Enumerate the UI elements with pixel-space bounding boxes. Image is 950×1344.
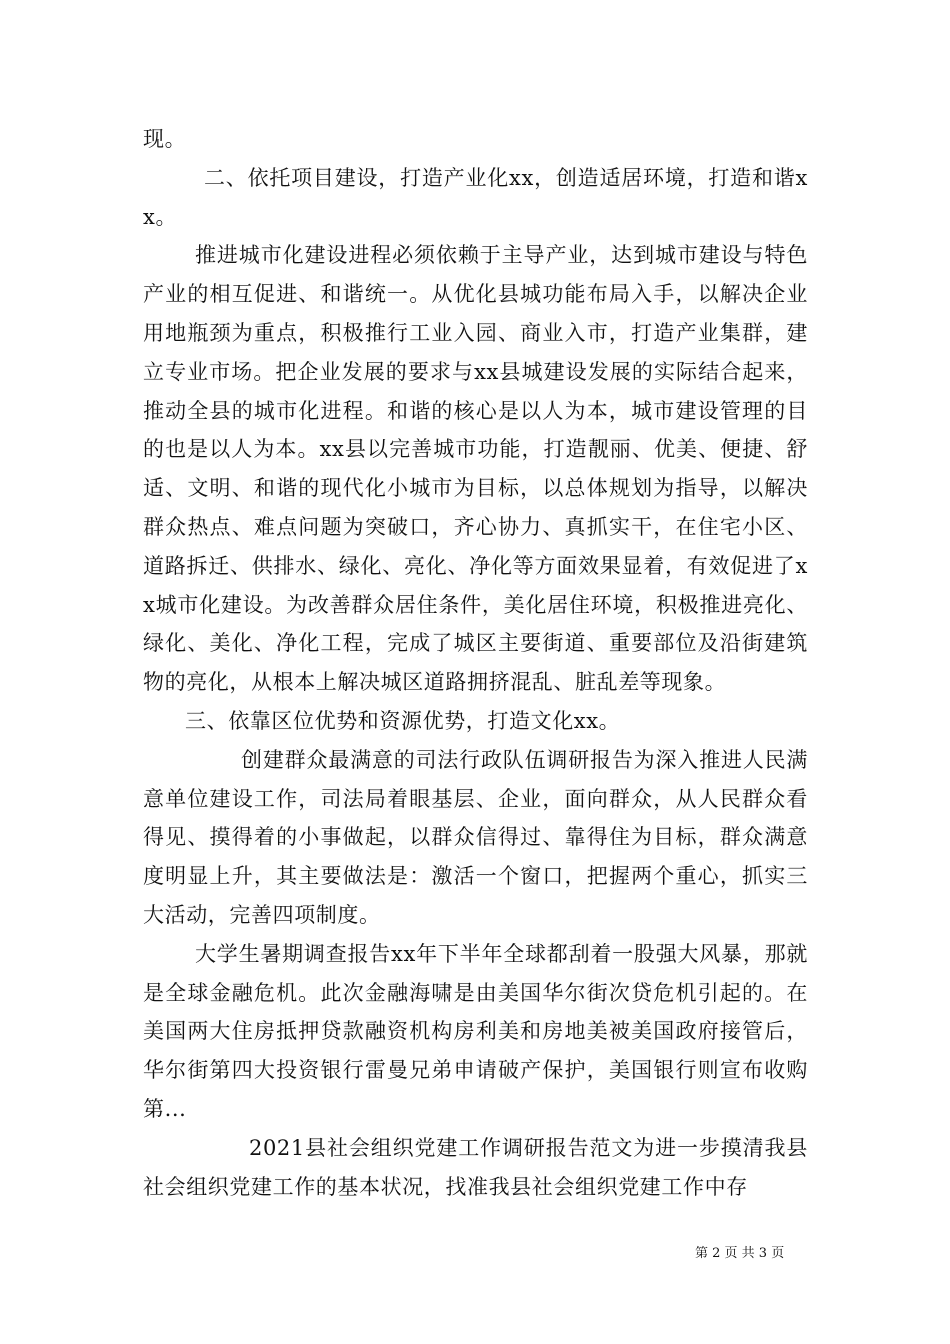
paragraph-urbanization: 推进城市化建设进程必须依赖于主导产业，达到城市建设与特色产业的相互促进、和谐统一。从优化县城功能布局入手，以解决企业用地瓶颈为重点，积极推行工业入园、商业入市，打造产业集群，建立专业市场。把企业发展的要求与xx县城建设发展的实际结合起来，推动全县的城市化进程。和谐的核心是以人为本，城市建设管理的目的也是以人为本。xx县以完善城市功能，打造靓丽、优美、便捷、舒适、文明、和谐的现代化小城市为目标，以总体规划为指导，以解决群众热点、难点问题为突破口，齐心协力、真抓实干，在住宅小区、道路拆迁、供排水、绿化、亮化、净化等方面效果显着，有效促进了xx城市化建设。为改善群众居住条件，美化居住环境，积极推进亮化、绿化、美化、净化工程，完成了城区主要街道、重要部位及沿街建筑物的亮化，从根本上解决城区道路拥挤混乱、脏乱差等现象。: [143, 243, 808, 695]
section-heading-two: 二、依托项目建设，打造产业化xx，创造适居环境，打造和谐xx。: [143, 165, 808, 229]
paragraph-student-report: 大学生暑期调查报告xx年下半年全球都刮着一股强大风暴，那就是全球金融危机。此次金融海啸是由美国华尔街次贷危机引起的。在美国两大住房抵押贷款融资机构房利美和房地美被美国政府接管后，华尔街第四大投资银行雷曼兄弟申请破产保护，美国银行则宣布收购第...: [143, 941, 808, 1121]
paragraph-judicial-report: 创建群众最满意的司法行政队伍调研报告为深入推进人民满意单位建设工作，司法局着眼基层、企业，面向群众，从人民群众看得见、摸得着的小事做起，以群众信得过、靠得住为目标，群众满意度明显上升，其主要做法是：激活一个窗口，把握两个重心，抓实三大活动，完善四项制度。: [143, 747, 808, 927]
page-number: 第 2 页 共 3 页: [695, 1246, 785, 1261]
document-body: [143, 120, 808, 1206]
paragraph-party-building: 2021县社会组织党建工作调研报告范文为进一步摸清我县社会组织党建工作的基本状况，找准我县社会组织党建工作中存: [143, 1135, 808, 1199]
paragraph-continuation: 现。: [143, 127, 187, 151]
section-heading-three: 三、依靠区位优势和资源优势，打造文化xx。: [185, 708, 621, 733]
